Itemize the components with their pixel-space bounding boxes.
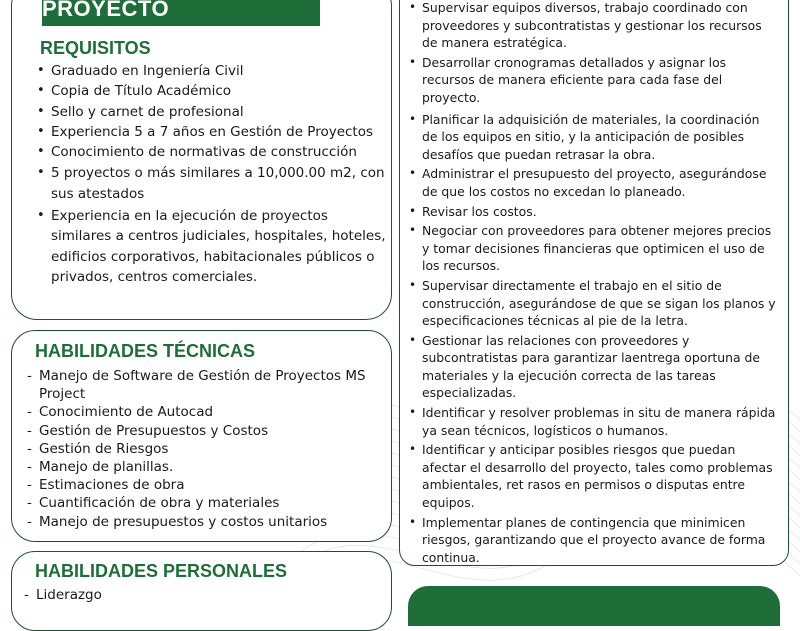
requisitos-card — [11, 0, 392, 320]
requisitos-title: REQUISITOS — [40, 38, 151, 58]
list-item: - Gestión de Presupuestos y Costos — [27, 422, 372, 440]
habilidades-personales-title: HABILIDADES PERSONALES — [35, 561, 288, 581]
list-item: • Conocimiento de normativas de construcción — [35, 142, 387, 162]
list-item: • Negociar con proveedores para obtener mejores precios y tomar decisiones financieras que optimicen el uso de los recursos. — [408, 222, 778, 275]
funciones-card — [399, 0, 789, 566]
list-item: • Supervisar equipos diversos, trabajo coordinado con proveedores y subcontratistas y gestionar los recursos de manera estratégica. — [408, 0, 778, 52]
page-title: PROYECTO — [42, 0, 170, 21]
list-item: • Identificar y resolver problemas in situ de manera rápida ya sean técnicos, logísticos o humanos. — [408, 404, 778, 439]
page-title-banner — [42, 0, 320, 26]
list-item: - Manejo de Software de Gestión de Proyectos MS Project — [27, 367, 372, 403]
list-item: • Experiencia en la ejecución de proyectos similares a centros judiciales, hospitales, hoteles, edificios corporativos, habitacionales públicos o privados, centros comerciales. — [35, 206, 387, 287]
list-item: - Cuantificación de obra y materiales — [27, 494, 372, 512]
list-item: - Estimaciones de obra — [27, 476, 372, 494]
list-item: • Experiencia 5 a 7 años en Gestión de Proyectos — [35, 122, 387, 142]
list-item: • Gestionar las relaciones con proveedores y subcontratistas para garantizar laentrega oportuna de materiales y la ejecución correcta de las tareas especializadas. — [408, 332, 778, 402]
list-item: - Gestión de Riesgos — [27, 440, 372, 458]
list-item: • Sello y carnet de profesional — [35, 102, 387, 122]
list-item: • Planificar la adquisición de materiales, la coordinación de los equipos en sitio, y la anticipación de posibles desafíos que puedan retrasar la obra. — [408, 111, 778, 164]
list-item: • Administrar el presupuesto del proyecto, asegurándose de que los costos no excedan lo planeado. — [408, 165, 778, 200]
funciones-list — [408, 0, 778, 568]
habilidades-personales-list — [24, 586, 369, 604]
list-item: • Revisar los costos. — [408, 203, 778, 221]
list-item: • Implementar planes de contingencia que minimicen riesgos, garantizando que el proyecto avance de forma continua. — [408, 514, 778, 567]
list-item: • Identificar y anticipar posibles riesgos que puedan afectar el desarrollo del proyecto, tales como problemas ambientales, ret rasos en permisos o disputas entre equipos. — [408, 441, 778, 511]
list-item: • Desarrollar cronogramas detallados y asignar los recursos de manera eficiente para cada fase del proyecto. — [408, 54, 778, 107]
habilidades-tecnicas-card — [11, 330, 392, 542]
list-item: • 5 proyectos o más similares a 10,000.00 m2, con sus atestados — [35, 163, 387, 204]
requisitos-list — [35, 61, 387, 287]
list-item: • Supervisar directamente el trabajo en el sitio de construcción, asegurándose de que se sigan los planos y especificaciones técnicas al pie de la letra. — [408, 277, 778, 330]
habilidades-personales-card — [11, 551, 392, 631]
green-footer-banner — [408, 586, 780, 626]
list-item: - Manejo de presupuestos y costos unitarios — [27, 513, 372, 531]
list-item: - Liderazgo — [24, 586, 369, 604]
list-item: • Graduado en Ingeniería Civil — [35, 61, 387, 81]
list-item: • Copia de Título Académico — [35, 81, 387, 101]
list-item: - Conocimiento de Autocad — [27, 403, 372, 421]
habilidades-tecnicas-title: HABILIDADES TÉCNICAS — [35, 341, 256, 361]
list-item: - Manejo de planillas. — [27, 458, 372, 476]
habilidades-tecnicas-list — [27, 367, 372, 531]
